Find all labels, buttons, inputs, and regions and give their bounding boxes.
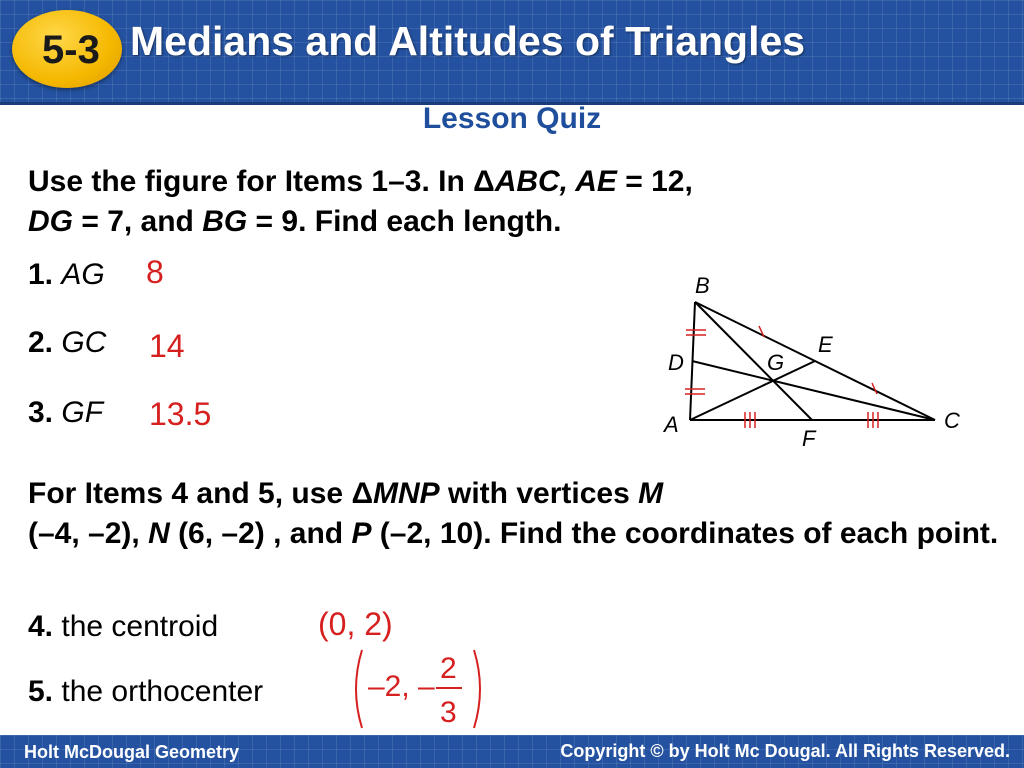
left-paren	[356, 650, 362, 728]
footer-course: Holt McDougal Geometry	[24, 742, 240, 762]
intro1-text: = 7, and	[73, 205, 203, 238]
intro1-abc: ABC, AE	[494, 165, 617, 198]
label-d: D	[668, 350, 684, 375]
lesson-subtitle: Lesson Quiz	[422, 102, 602, 135]
instructions-2	[28, 474, 1003, 554]
item-3	[28, 396, 103, 430]
item-1	[28, 258, 105, 292]
label-b: B	[695, 273, 710, 298]
right-paren	[474, 650, 480, 728]
instructions-1	[28, 162, 988, 242]
intro2-text: For Items 4 and 5, use	[28, 477, 352, 510]
triangle-figure	[640, 260, 980, 460]
lesson-badge	[12, 10, 122, 88]
answer-1: 8	[146, 254, 164, 290]
median-cd	[692, 361, 935, 420]
item-2	[28, 326, 106, 360]
intro2-text: (–2, 10). Find the coordinates of each point.	[371, 517, 999, 550]
item-label: AG	[61, 258, 105, 291]
page-title: Medians and Altitudes of Triangles	[130, 18, 806, 64]
answer-5-sign: –	[418, 670, 435, 703]
item-number: 4.	[28, 610, 54, 643]
footer-bar	[0, 735, 1024, 768]
intro2-text: with vertices	[439, 477, 639, 510]
item-label: GC	[61, 326, 107, 359]
label-a: A	[664, 412, 679, 437]
intro2-m: M	[638, 477, 664, 510]
label-f: F	[802, 426, 816, 451]
item-5	[28, 675, 263, 709]
answer-5-numerator: 2	[440, 652, 457, 685]
item-label: the orthocenter	[61, 675, 264, 708]
answer-5-x: –2,	[368, 670, 410, 703]
header-bar	[0, 0, 1024, 105]
item-label: GF	[61, 396, 104, 429]
intro1-text: = 9. Find each length.	[247, 205, 562, 238]
median-bf	[695, 302, 812, 420]
answer-5	[348, 646, 488, 732]
intro1-text: = 12,	[616, 165, 693, 198]
item-label: the centroid	[61, 610, 219, 643]
intro1-bg: BG	[202, 205, 248, 238]
item-number: 1.	[28, 258, 54, 291]
item-4	[28, 610, 218, 644]
intro2-mnp: MNP	[373, 477, 440, 510]
answer-4: (0, 2)	[318, 606, 393, 642]
intro2-text: (6, –2) , and	[169, 517, 352, 550]
delta-symbol: Δ	[473, 165, 495, 198]
label-g: G	[767, 350, 785, 375]
delta-symbol: Δ	[351, 477, 373, 510]
badge-label: 5-3	[42, 28, 100, 72]
label-e: E	[818, 332, 833, 357]
label-c: C	[944, 408, 960, 433]
intro2-p: P	[351, 517, 372, 550]
answer-5-denominator: 3	[440, 696, 457, 729]
answer-3: 13.5	[149, 396, 212, 432]
item-number: 3.	[28, 396, 54, 429]
item-number: 5.	[28, 675, 54, 708]
intro1-dg: DG	[28, 205, 73, 238]
intro1-text: Use the figure for Items 1–3. In	[28, 165, 474, 198]
intro2-n: N	[148, 517, 170, 550]
intro2-text: (–4, –2),	[28, 517, 149, 550]
item-number: 2.	[28, 326, 54, 359]
answer-2: 14	[149, 328, 185, 364]
footer-copyright: Copyright © by Holt Mc Dougal. All Rights Reserved.	[560, 741, 1010, 761]
median-ae	[690, 361, 815, 420]
